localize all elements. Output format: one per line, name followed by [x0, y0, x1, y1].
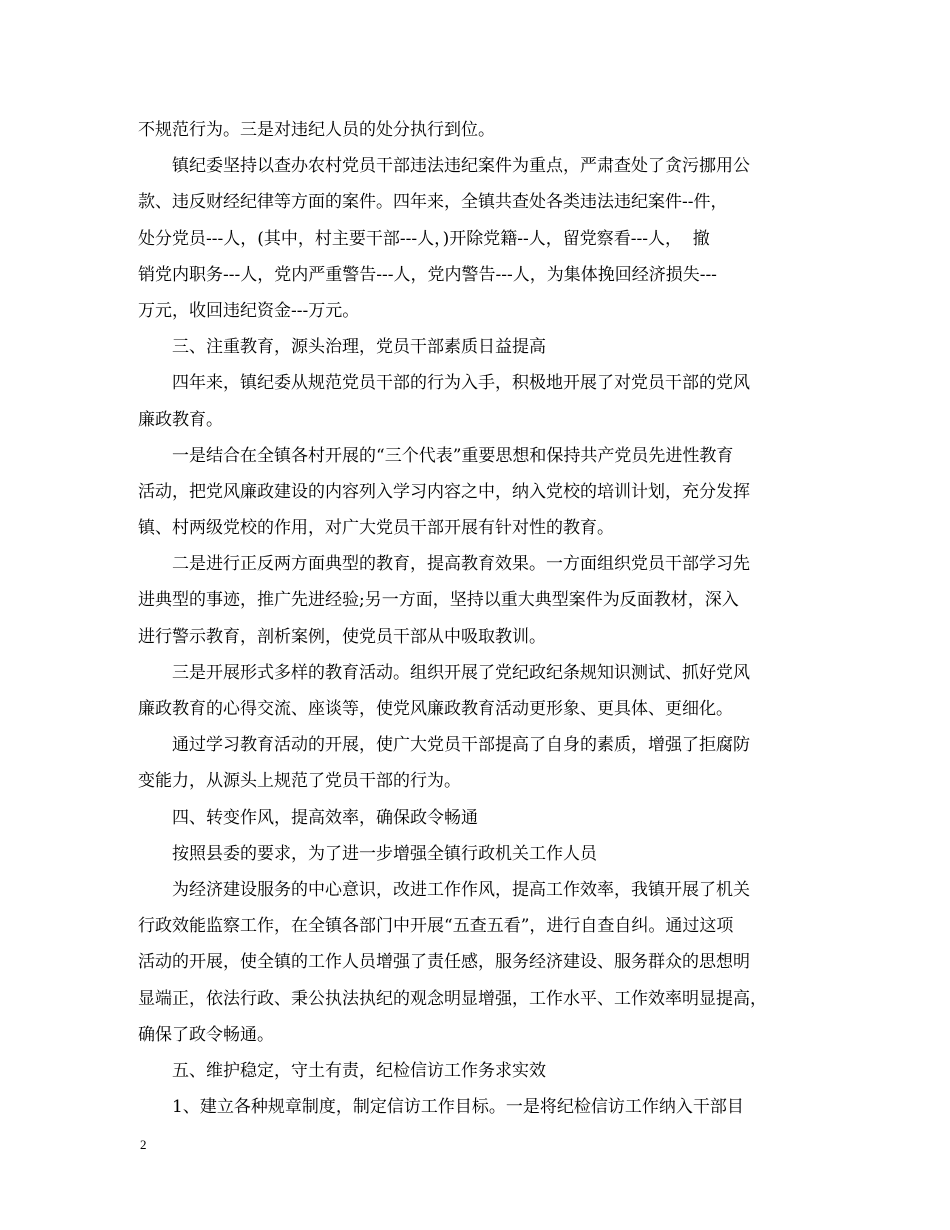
text-line: 不规范行为。三是对违纪人员的处分执行到位。 — [138, 120, 495, 140]
text-line: 款、违反财经纪律等方面的案件。四年来，全镇共查处各类违法违纪案件--件， — [138, 192, 728, 213]
text-line: 一是结合在全镇各村开展的“三个代表”重要思想和保持共产党员先进性教育 — [138, 445, 734, 466]
text-line: 按照县委的要求，为了进一步增强全镇行政机关工作人员 — [138, 843, 597, 864]
section-heading: 三、注重教育，源头治理，党员干部素质日益提高 — [138, 337, 546, 358]
section-heading: 五、维护稳定，守土有责，纪检信访工作务求实效 — [138, 1060, 546, 1081]
text-line: 确保了政令畅通。 — [138, 1024, 274, 1045]
text-line: 处分党员---人，(其中，村主要干部---人，)开除党籍--人，留党察看---人， 撤 — [138, 228, 710, 249]
text-line: 二是进行正反两方面典型的教育，提高教育效果。一方面组织党员干部学习先 — [138, 554, 750, 575]
text-line: 进行警示教育，剖析案例，使党员干部从中吸取教训。 — [138, 626, 546, 647]
text-line: 四年来，镇纪委从规范党员干部的行为入手，积极地开展了对党员干部的党风 — [138, 373, 750, 394]
text-line: 显端正，依法行政、秉公执法执纪的观念明显增强，工作水平、工作效率明显提高， — [138, 988, 767, 1009]
document-body — [138, 112, 828, 1125]
text-line: 为经济建设服务的中心意识，改进工作作风，提高工作效率，我镇开展了机关 — [138, 879, 750, 900]
text-line: 变能力，从源头上规范了党员干部的行为。 — [138, 771, 461, 792]
text-line: 镇、村两级党校的作用，对广大党员干部开展有针对性的教育。 — [138, 518, 614, 539]
page-number: 2 — [140, 1137, 147, 1152]
text-line: 活动，把党风廉政建设的内容列入学习内容之中，纳入党校的培训计划，充分发挥 — [138, 481, 750, 502]
text-line: 镇纪委坚持以查办农村党员干部违法违纪案件为重点，严肃查处了贪污挪用公 — [138, 156, 750, 177]
text-line: 销党内职务---人，党内严重警告---人，党内警告---人，为集体挽回经济损失--- — [138, 264, 717, 285]
text-line: 廉政教育。 — [138, 409, 223, 430]
text-line: 1、建立各种规章制度，制定信访工作目标。一是将纪检信访工作纳入干部目 — [138, 1097, 744, 1118]
text-line: 进典型的事迹，推广先进经验;另一方面，坚持以重大典型案件为反面教材，深入 — [138, 590, 739, 611]
text-line: 三是开展形式多样的教育活动。组织开展了党纪政纪条规知识测试、抓好党风 — [138, 662, 750, 683]
section-heading: 四、转变作风，提高效率，确保政令畅通 — [138, 807, 478, 828]
text-line: 行政效能监察工作，在全镇各部门中开展“五查五看”，进行自查自纠。通过这项 — [138, 916, 734, 937]
text-line: 通过学习教育活动的开展，使广大党员干部提高了自身的素质，增强了拒腐防 — [138, 735, 750, 756]
text-line: 万元，收回违纪资金---万元。 — [138, 300, 360, 321]
text-line: 廉政教育的心得交流、座谈等，使党风廉政教育活动更形象、更具体、更细化。 — [138, 699, 733, 719]
text-line: 活动的开展，使全镇的工作人员增强了责任感，服务经济建设、服务群众的思想明 — [138, 952, 750, 973]
